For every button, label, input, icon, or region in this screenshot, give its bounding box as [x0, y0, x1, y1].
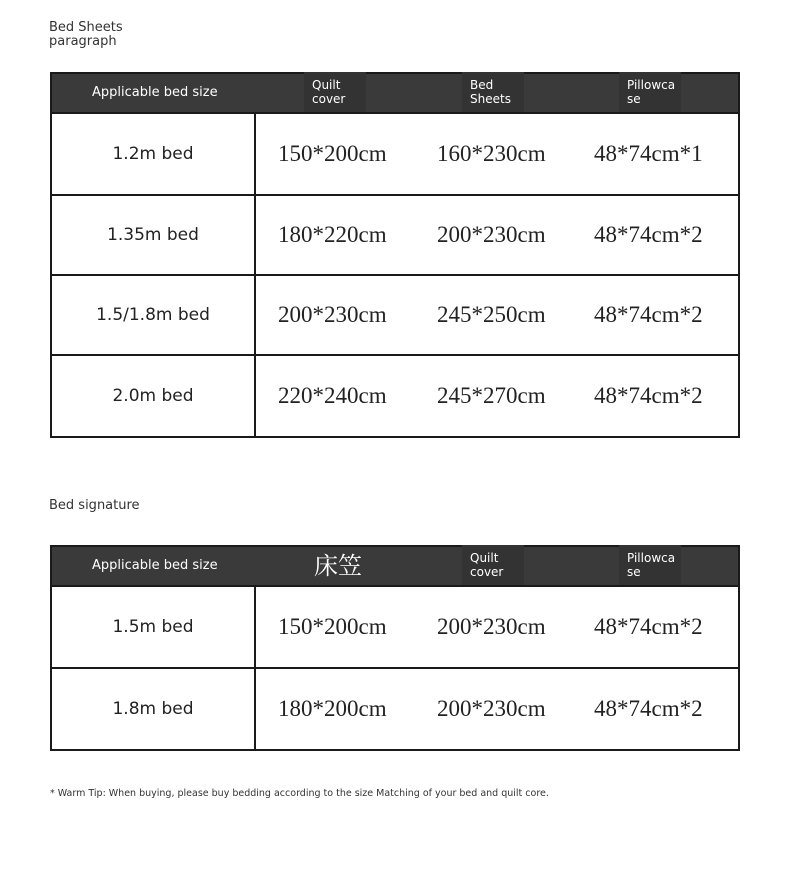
table-row	[52, 669, 738, 749]
header-applicable-size: Applicable bed size	[92, 85, 218, 100]
column-divider	[254, 356, 256, 436]
cell-quilt-cover: 220*240cm	[278, 383, 387, 408]
cell-bed-size: 1.8m bed	[112, 699, 194, 719]
cell-quilt-cover: 200*230cm	[278, 302, 387, 327]
cell-quilt-cover: 200*230cm	[437, 614, 546, 639]
header-quilt-cover-line1: Quilt	[312, 78, 341, 92]
header-bed-sheets-line2: Sheets	[470, 92, 511, 106]
column-divider	[254, 669, 256, 749]
cell-bed-size: 1.35m bed	[107, 225, 199, 245]
section-title-bed-signature	[49, 499, 140, 513]
bed-signature-size-table	[50, 545, 740, 751]
header-pillowcase-line2: se	[627, 565, 641, 579]
header-bed-sheets-line1: Bed	[470, 78, 494, 92]
cell-bed-sheets: 245*250cm	[437, 302, 546, 327]
cell-bed-sheets: 160*230cm	[437, 141, 546, 166]
column-divider	[254, 114, 256, 194]
header-quilt-cover	[462, 545, 524, 585]
cell-pillowcase: 48*74cm*2	[594, 302, 703, 327]
header-pillowcase	[619, 545, 681, 585]
warm-tip-note: * Warm Tip: When buying, please buy bedding according to the size Matching of your bed and quilt core.	[50, 788, 549, 799]
table-row	[52, 114, 738, 196]
cell-quilt-cover: 180*220cm	[278, 222, 387, 247]
header-pillowcase-line1: Pillowca	[627, 551, 676, 565]
cell-quilt-cover: 150*200cm	[278, 141, 387, 166]
bed-sheets-size-table	[50, 72, 740, 438]
cell-fitted-sheet: 180*200cm	[278, 696, 387, 721]
table-row	[52, 356, 738, 436]
cell-pillowcase: 48*74cm*2	[594, 383, 703, 408]
cell-pillowcase: 48*74cm*2	[594, 222, 703, 247]
header-quilt-cover-line2: cover	[312, 92, 346, 106]
column-divider	[254, 587, 256, 667]
cell-bed-sheets: 200*230cm	[437, 222, 546, 247]
header-quilt-cover-line2: cover	[470, 565, 504, 579]
cell-fitted-sheet: 150*200cm	[278, 614, 387, 639]
section-title-line1: Bed Sheets	[49, 20, 123, 35]
cell-bed-size: 1.2m bed	[112, 144, 194, 164]
header-quilt-cover	[304, 72, 366, 112]
table-row	[52, 587, 738, 669]
cell-pillowcase: 48*74cm*2	[594, 614, 703, 639]
cell-pillowcase: 48*74cm*1	[594, 141, 703, 166]
cell-quilt-cover: 200*230cm	[437, 696, 546, 721]
cell-bed-sheets: 245*270cm	[437, 383, 546, 408]
header-pillowcase-line1: Pillowca	[627, 78, 676, 92]
cell-bed-size: 2.0m bed	[112, 386, 194, 406]
table-header	[52, 547, 738, 587]
table-header	[52, 74, 738, 114]
cell-bed-size: 1.5m bed	[112, 617, 194, 637]
header-applicable-size: Applicable bed size	[92, 558, 218, 573]
header-bed-sheets	[462, 72, 524, 112]
table-row	[52, 196, 738, 276]
header-quilt-cover-line1: Quilt	[470, 551, 499, 565]
column-divider	[254, 196, 256, 274]
table-row	[52, 276, 738, 356]
section-title-bed-sheets	[49, 21, 123, 49]
header-pillowcase-line2: se	[627, 92, 641, 106]
cell-bed-size: 1.5/1.8m bed	[96, 305, 210, 325]
header-pillowcase	[619, 72, 681, 112]
section-title-text: Bed signature	[49, 498, 140, 513]
header-fitted-sheet: 床笠	[314, 552, 362, 580]
section-title-line2: paragraph	[49, 34, 117, 49]
column-divider	[254, 276, 256, 354]
cell-pillowcase: 48*74cm*2	[594, 696, 703, 721]
